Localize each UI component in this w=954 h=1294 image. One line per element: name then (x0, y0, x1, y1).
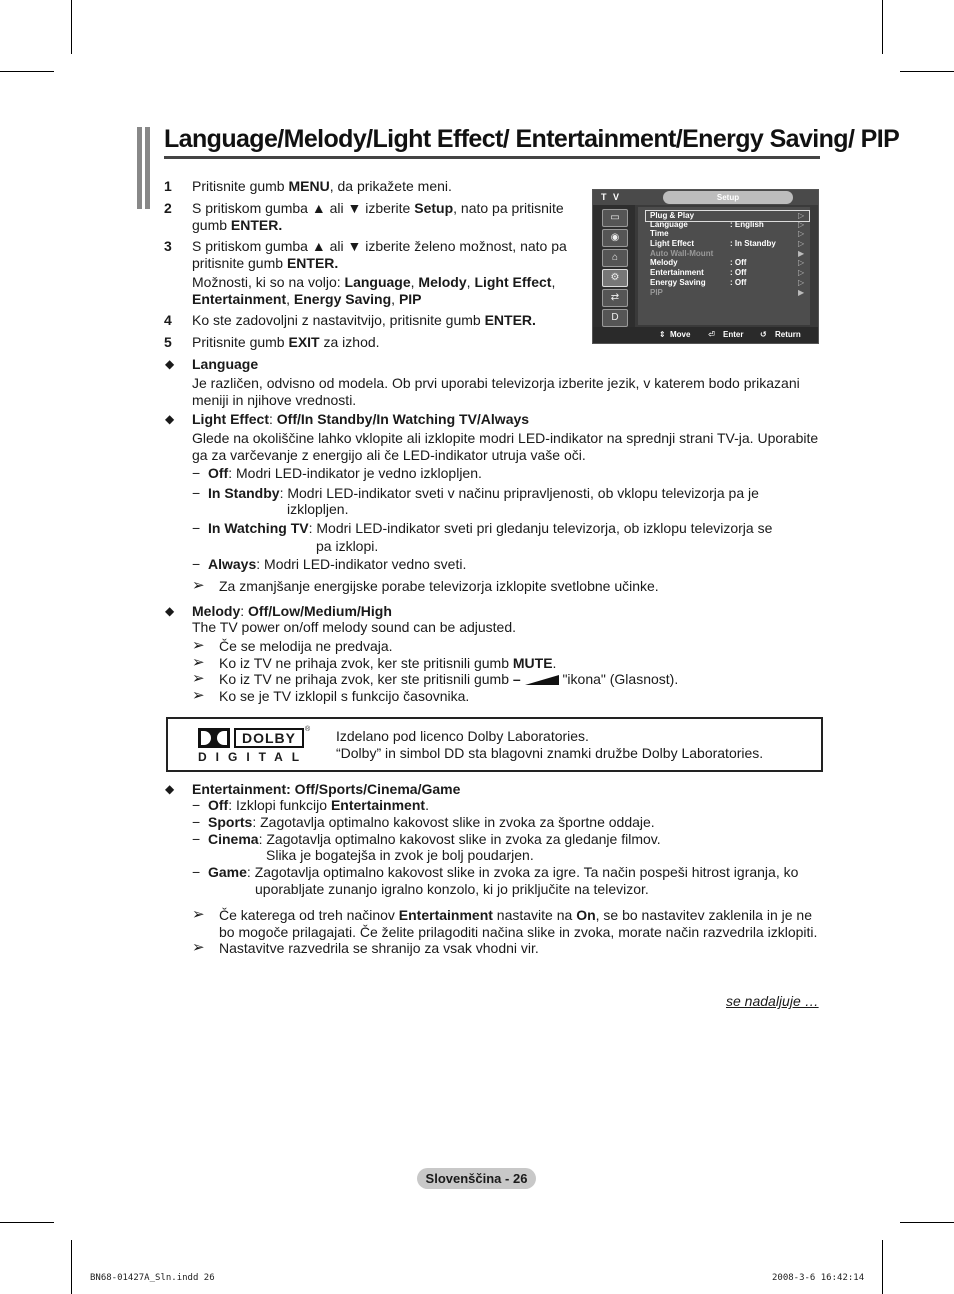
step-number: 1 (164, 178, 172, 194)
dash-bullet: − (192, 520, 201, 536)
ent-note: Nastavitve razvedrila se shranijo za vsak vhodni vir. (219, 940, 539, 956)
note-arrow-icon: ➢ (192, 906, 205, 923)
section-light-text: Glede na okoliščine lahko vklopite ali izklopite modri LED-indikator na sprednji strani TV-ja. Uporabite ga za varčevanje z energijo ali če LED-indikator utruja vaše oči. (192, 430, 819, 463)
step-4: Ko ste zadovoljni z nastavitvijo, pritisnite gumb ENTER. (192, 312, 536, 328)
tv-menu-item: PIP ▶ (650, 288, 805, 297)
page-number-badge: Slovenščina - 26 (417, 1168, 536, 1189)
ent-cinema-cont: Slika je bogatejša in zvok je bolj poudarjen. (266, 847, 534, 863)
step-3: S pritiskom gumba ▲ ali ▼ izberite želeno možnost, nato pa pritisnite gumb ENTER. (192, 238, 567, 271)
dash-bullet: − (192, 465, 201, 481)
ent-sports: Sports: Zagotavlja optimalno kakovost slike in zvoka za športne oddaje. (208, 814, 655, 830)
setup-gear-icon: ⚙ (602, 269, 628, 287)
light-standby: In Standby: Modri LED-indikator sveti v načinu pripravljenosti, ob vklopu televizorja pa je (208, 485, 759, 501)
step-number: 4 (164, 312, 172, 328)
registered-mark: ® (305, 726, 311, 733)
note-arrow-icon: ➢ (192, 939, 205, 956)
section-language-text: Je različen, odvisno od modela. Ob prvi uporabi televizorja izberite jezik, v katerem bodo prikazani meniji in njihove vrednosti. (192, 375, 800, 408)
tv-menu-item: Language : English ▷ (650, 220, 805, 229)
ent-cinema: Cinema: Zagotavlja optimalno kakovost slike in zvoka za gledanje filmov. (208, 831, 661, 847)
note-arrow-icon: ➢ (192, 687, 205, 704)
light-note: Za zmanjšanje energijske porabe televizorja izklopite svetlobne učinke. (219, 578, 659, 594)
sound-icon: ◉ (602, 229, 628, 247)
channel-icon: ⌂ (602, 249, 628, 267)
step-5: Pritisnite gumb EXIT za izhod. (192, 334, 380, 350)
tv-menu-item: Entertainment : Off ▷ (650, 268, 805, 277)
digital-wordmark: DIGITAL (198, 750, 309, 764)
crop-mark (0, 1222, 54, 1223)
note-arrow-icon: ➢ (192, 577, 205, 594)
melody-note: Če se melodija ne predvaja. (219, 638, 393, 654)
title-accent-bar (137, 127, 142, 209)
dash-bullet: − (192, 556, 201, 572)
dolby-text-2: “Dolby” in simbol DD sta blagovni znamki družbe Dolby Laboratories. (336, 745, 764, 761)
diamond-bullet-icon: ◆ (165, 412, 175, 426)
dash-bullet: − (192, 485, 201, 501)
move-arrows-icon: ⇕ (659, 330, 666, 339)
step-number: 3 (164, 238, 172, 254)
digital-menu-icon: D (602, 309, 628, 327)
title-accent-bar (145, 127, 150, 209)
dolby-digital-logo (198, 726, 311, 764)
tv-menu-tab: Setup (663, 191, 793, 204)
diamond-bullet-icon: ◆ (165, 604, 175, 618)
crop-mark (71, 1240, 72, 1294)
tv-menu-item: Plug & Play ▷ (650, 211, 805, 220)
ent-game-cont: uporabljate zunanjo igralno konzolo, ki jo priključite na televizor. (255, 881, 649, 897)
title-underline (164, 156, 820, 159)
section-melody-text: The TV power on/off melody sound can be adjusted. (192, 619, 517, 635)
tv-menu-sidebar (593, 205, 635, 327)
ent-game: Game: Zagotavlja optimalno kakovost slike in zvoka za igre. Ta način pospeši hitrost igranja, ko (208, 864, 799, 880)
volume-wedge-icon (525, 675, 559, 685)
tv-menu-header (593, 190, 818, 205)
note-arrow-icon: ➢ (192, 654, 205, 671)
note-arrow-icon: ➢ (192, 670, 205, 687)
tv-menu-item: Auto Wall-Mount ▶ (650, 249, 805, 258)
melody-note: Ko iz TV ne prihaja zvok, ker ste pritisnili gumb – "ikona" (Glasnost). (219, 671, 679, 687)
melody-note: Ko iz TV ne prihaja zvok, ker ste pritisnili gumb MUTE. (219, 655, 557, 671)
dash-bullet: − (192, 814, 201, 830)
diamond-bullet-icon: ◆ (165, 357, 175, 371)
return-icon: ↺ (760, 330, 767, 339)
crop-mark (900, 71, 954, 72)
page-title: Language/Melody/Light Effect/ Entertainment/Energy Saving/ PIP (164, 125, 900, 153)
step-3-options: Možnosti, ki so na voljo: Language, Melody, Light Effect, Entertainment, Energy Saving, PIP (192, 274, 556, 307)
crop-mark (882, 0, 883, 54)
section-light-head: Light Effect: Off/In Standby/In Watching TV/Always (192, 411, 530, 427)
dolby-wordmark: DOLBY (234, 728, 304, 748)
tv-menu-item: Energy Saving : Off ▷ (650, 278, 805, 287)
step-number: 5 (164, 334, 172, 350)
input-icon: ⇄ (602, 289, 628, 307)
dolby-text-1: Izdelano pod licenco Dolby Laboratories. (336, 728, 589, 744)
crop-mark (71, 0, 72, 54)
crop-mark (0, 71, 54, 72)
tv-menu-item: Light Effect : In Standby ▷ (650, 239, 805, 248)
step-2: S pritiskom gumba ▲ ali ▼ izberite Setup, nato pa pritisnite gumb ENTER. (192, 200, 564, 233)
light-off: Off: Modri LED-indikator je vedno izklopljen. (208, 465, 482, 481)
tv-enter-label: Enter (723, 330, 744, 339)
section-language-head: Language (192, 356, 259, 372)
enter-icon: ⏎ (708, 330, 715, 339)
crop-mark (900, 1222, 954, 1223)
tv-setup-menu (592, 189, 819, 344)
tv-menu-footer (593, 327, 818, 343)
light-watching: In Watching TV: Modri LED-indikator sveti pri gledanju televizorja, ob izklopu televizorja se (208, 520, 773, 536)
tv-menu-item: Melody : Off ▷ (650, 258, 805, 267)
step-number: 2 (164, 200, 172, 216)
note-arrow-icon: ➢ (192, 637, 205, 654)
step-1: Pritisnite gumb MENU, da prikažete meni. (192, 178, 452, 194)
continued-label: se nadaljuje … (726, 993, 819, 1009)
melody-note: Ko se je TV izklopil s funkcijo časovnika. (219, 688, 470, 704)
print-slug-date: 2008-3-6 16:42:14 (772, 1273, 865, 1283)
tv-menu-label: T V (601, 192, 622, 202)
ent-off: Off: Izklopi funkcijo Entertainment. (208, 797, 429, 813)
print-slug-file: BN68-01427A_Sln.indd 26 (90, 1273, 215, 1283)
tv-move-label: Move (670, 330, 691, 339)
light-standby-cont: izklopljen. (287, 501, 349, 517)
light-watching-cont: pa izklopi. (316, 538, 379, 554)
tv-return-label: Return (775, 330, 801, 339)
dash-bullet: − (192, 797, 201, 813)
section-melody-head: Melody: Off/Low/Medium/High (192, 603, 392, 619)
diamond-bullet-icon: ◆ (165, 782, 175, 796)
crop-mark (882, 1240, 883, 1294)
picture-icon: ▭ (602, 209, 628, 227)
light-always: Always: Modri LED-indikator vedno sveti. (208, 556, 467, 572)
dash-bullet: − (192, 831, 201, 847)
dash-bullet: − (192, 864, 201, 880)
ent-note: Če katerega od treh načinov Entertainment nastavite na On, se bo nastavitev zaklenila in je ne bo mogoče prilagajati. Če želite prilagoditi načina slike in zvoka, morate način razvedrila izklopiti. (219, 907, 818, 940)
double-d-icon (198, 728, 230, 748)
tv-menu-item: Time ▷ (650, 229, 805, 238)
section-entertainment-head: Entertainment: Off/Sports/Cinema/Game (192, 781, 461, 797)
